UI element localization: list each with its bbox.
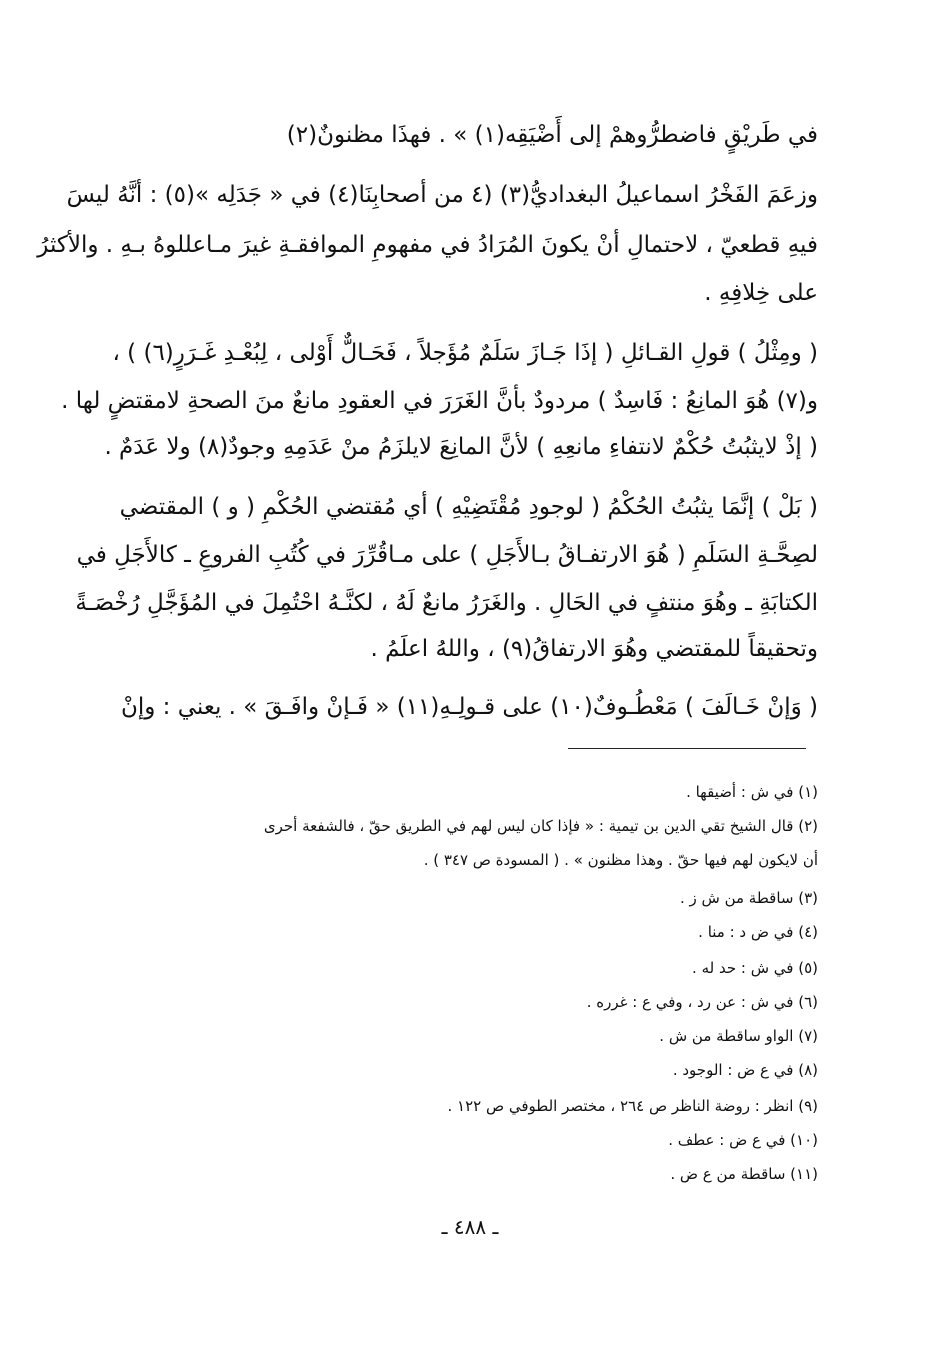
footnote-line: (٨) في ع ض : الوجود . bbox=[672, 1061, 818, 1079]
footnote-divider bbox=[568, 748, 806, 749]
main-text-line: و(٧) هُوَ المانِعُ : فَاسِدٌ ) مردودٌ بأنَّ الغَرَرَ في العقودِ مانعٌ منَ الصحةِ لامقتضٍ لها . bbox=[61, 388, 818, 414]
main-text-line: فيهِ قطعيّ ، لاحتمالِ أنْ يكونَ المُرَادُ في مفهومِ الموافقـةِ غيرَ مـاعللوهُ بـهِ . والأكثرُ bbox=[37, 232, 818, 258]
footnote-line: (٩) انظر : روضة الناظر ص ٢٦٤ ، مختصر الطوفي ص ١٢٢ . bbox=[447, 1097, 818, 1115]
main-text-line: ( إذْ لايثبُتُ حُكْمٌ لانتفاءِ مانعِهِ ) لأنَّ المانِعَ لايلزَمُ منْ عَدَمِهِ وجودٌ(٨) ولا عَدَمٌ . bbox=[104, 434, 818, 460]
main-text-line: ( وَإنْ خَـالَفَ ) مَعْطُـوفٌ(١٠) على قـولِـهِ(١١) « فَـإنْ وافَـقَ » . يعني : وإنْ bbox=[120, 694, 818, 720]
footnote-line: (٤) في ض د : منا . bbox=[698, 923, 818, 941]
main-text-line: ( بَلْ ) إنَّمَا يثبُتُ الحُكْمُ ( لوجودِ مُقْتَضِيْهِ ) أي مُقتضي الحُكْمِ ( و ) المقتضي bbox=[119, 494, 818, 520]
main-text-line: لصِحَّـةِ السَلَمِ ( هُوَ الارتفـاقُ بـالأَجَلِ ) على مـاقُرِّرَ في كُتُبِ الفروعِ ـ كالأَجَلِ في bbox=[76, 542, 818, 568]
page-number: ـ ٤٨٨ ـ bbox=[441, 1215, 499, 1239]
main-text-line: ( ومِثْلُ ) قولِ القـائلِ ( إذَا جَـازَ سَلَمٌ مُؤَجلاً ، فَحَـالٌّ أَوْلى ، لِبُعْـدِ غَـرَرٍ(٦) ) ، bbox=[112, 340, 818, 366]
main-text-line: وتحقيقاً للمقتضي وهُوَ الارتفاقُ(٩) ، واللهُ اعلَمُ . bbox=[370, 636, 818, 662]
main-text-line: وزعَمَ الفَخْرُ اسماعيلُ البغداديُّ(٣) (٤ من أصحابِنَا(٤) في « جَدَلِه »(٥) : أنَّهُ ليسَ bbox=[66, 182, 818, 208]
footnote-line: أن لايكون لهم فيها حقّ . وهذا مظنون » . ( المسودة ص ٣٤٧ ) . bbox=[423, 851, 818, 869]
main-text-line: في طَريْقٍ فاضطرُّوهمْ إلى أَضْيَقِه(١) » . فهذَا مظنونٌ(٢) bbox=[286, 122, 818, 148]
footnote-line: (٥) في ش : حد له . bbox=[692, 959, 818, 977]
footnote-line: (٢) قال الشيخ تقي الدين بن تيمية : « فإذا كان ليس لهم في الطريق حقّ ، فالشفعة أحرى bbox=[263, 817, 818, 835]
footnote-line: (١١) ساقطة من ع ض . bbox=[670, 1165, 818, 1183]
main-text-line: الكتابَةِ ـ وهُوَ منتفٍ في الحَالِ . والغَرَرُ مانعٌ لَهُ ، لكنَّـهُ احْتُمِلَ في المُؤَجَّلِ رُخْصَـةً bbox=[75, 590, 818, 616]
footnote-line: (١) في ش : أضيقها . bbox=[686, 783, 818, 801]
main-text-line: على خِلافِهِ . bbox=[704, 280, 818, 306]
footnote-line: (٧) الواو ساقطة من ش . bbox=[659, 1027, 818, 1045]
footnote-line: (٦) في ش : عن رد ، وفي ع : غرره . bbox=[586, 993, 818, 1011]
footnote-line: (٣) ساقطة من ش ز . bbox=[679, 889, 818, 907]
footnote-line: (١٠) في ع ض : عطف . bbox=[668, 1131, 818, 1149]
